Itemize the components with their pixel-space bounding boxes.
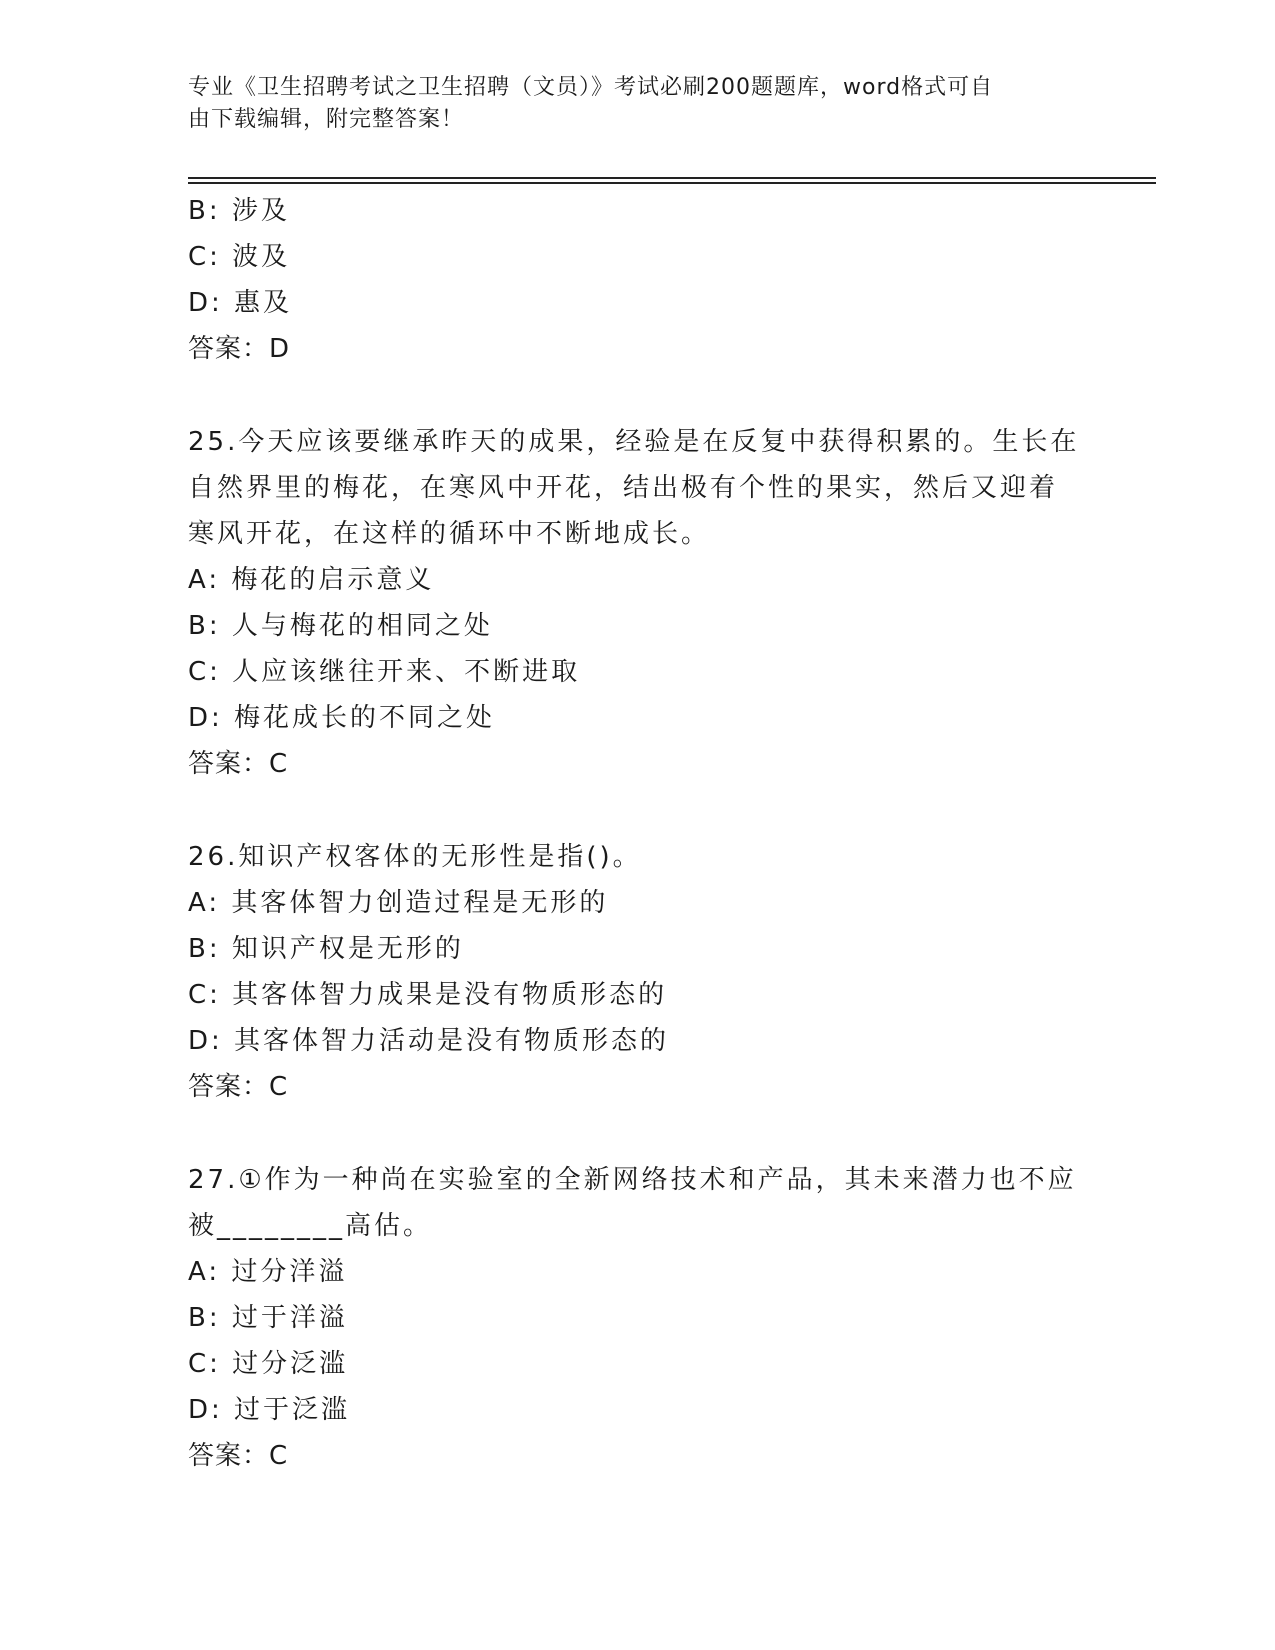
question-24-tail (188, 188, 1088, 372)
answer-line: 答案：C (188, 1441, 289, 1471)
question-stem-line: 被________高估。 (188, 1211, 433, 1241)
question-stem-line: 自然界里的梅花，在寒风中开花，结出极有个性的果实，然后又迎着 (188, 473, 1059, 503)
option-b: B: 知识产权是无形的 (188, 934, 464, 964)
option-a: A: 梅花的启示意义 (188, 565, 435, 595)
option-b: B: 人与梅花的相同之处 (188, 611, 493, 641)
option-a: A: 过分洋溢 (188, 1257, 348, 1287)
header-rule-bottom (188, 182, 1156, 184)
spacer (188, 372, 1088, 419)
question-stem-line: 26.知识产权客体的无形性是指()。 (188, 842, 642, 872)
option-b: B: 过于洋溢 (188, 1303, 348, 1333)
spacer (188, 1110, 1088, 1157)
header-rule-top (188, 177, 1156, 179)
option-c: C: 波及 (188, 242, 291, 272)
question-content (188, 188, 1088, 1479)
option-b: B: 涉及 (188, 196, 290, 226)
option-c: C: 其客体智力成果是没有物质形态的 (188, 980, 668, 1010)
option-d: D: 惠及 (188, 288, 293, 318)
answer-line: 答案：C (188, 1072, 289, 1102)
spacer (188, 787, 1088, 834)
option-a: A: 其客体智力创造过程是无形的 (188, 888, 609, 918)
document-header (188, 72, 1068, 136)
header-line-2: 由下载编辑，附完整答案！ (188, 107, 465, 132)
header-line-1: 专业《卫生招聘考试之卫生招聘（文员）》考试必刷200题题库，word格式可自 (188, 75, 994, 100)
answer-line: 答案：D (188, 334, 291, 364)
question-25 (188, 419, 1088, 787)
option-d: D: 梅花成长的不同之处 (188, 703, 496, 733)
option-d: D: 过于泛滥 (188, 1395, 351, 1425)
question-stem-line: 27.①作为一种尚在实验室的全新网络技术和产品，其未来潜力也不应 (188, 1165, 1077, 1195)
option-d: D: 其客体智力活动是没有物质形态的 (188, 1026, 670, 1056)
option-c: C: 人应该继往开来、不断进取 (188, 657, 581, 687)
question-26 (188, 834, 1088, 1110)
question-stem-line: 寒风开花，在这样的循环中不断地成长。 (188, 519, 711, 549)
question-stem-line: 25.今天应该要继承昨天的成果，经验是在反复中获得积累的。生长在 (188, 427, 1080, 457)
question-27 (188, 1157, 1088, 1479)
answer-line: 答案：C (188, 749, 289, 779)
option-c: C: 过分泛滥 (188, 1349, 349, 1379)
